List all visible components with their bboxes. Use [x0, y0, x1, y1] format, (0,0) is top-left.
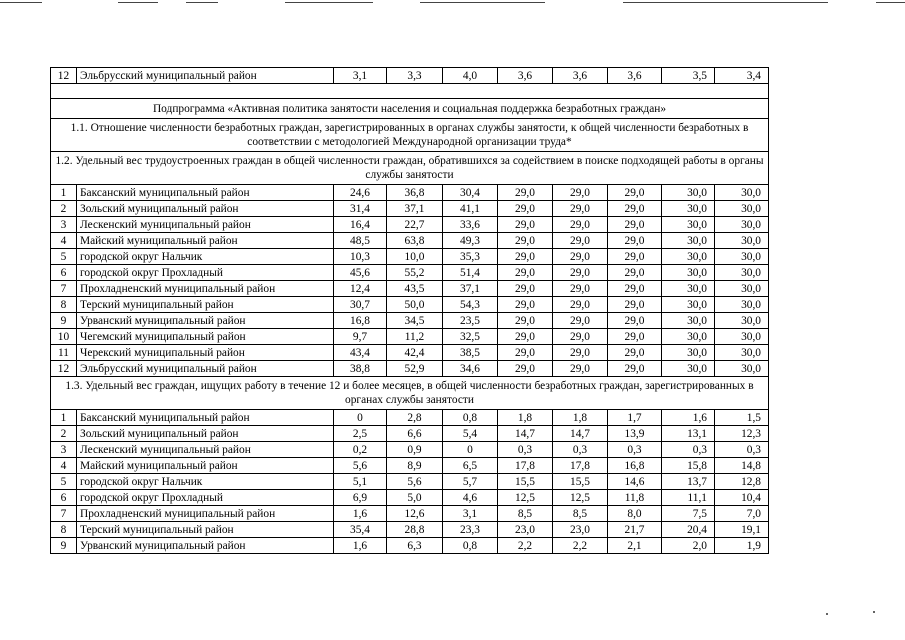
district-name: Урванский муниципальный район — [77, 538, 334, 554]
value-cell: 12,5 — [498, 490, 553, 506]
value-cell: 10,4 — [715, 490, 769, 506]
table-row — [51, 538, 769, 554]
value-cell: 30,0 — [715, 313, 769, 329]
district-name: Баксанский муниципальный район — [77, 185, 334, 201]
value-cell: 30,0 — [662, 361, 715, 377]
scan-artifact-line — [420, 2, 545, 3]
value-cell: 30,0 — [715, 233, 769, 249]
value-cell: 17,8 — [498, 458, 553, 474]
value-cell: 52,9 — [387, 361, 443, 377]
value-cell: 29,0 — [608, 313, 662, 329]
value-cell: 42,4 — [387, 345, 443, 361]
district-name: Лескенский муниципальный район — [77, 442, 334, 458]
value-cell: 29,0 — [553, 313, 608, 329]
value-cell: 30,0 — [715, 265, 769, 281]
value-cell: 29,0 — [553, 201, 608, 217]
district-name: городской округ Нальчик — [77, 474, 334, 490]
value-cell: 3,5 — [662, 68, 715, 84]
indicator-1-1-row — [51, 119, 769, 152]
value-cell: 5,0 — [387, 490, 443, 506]
value-cell: 23,0 — [498, 522, 553, 538]
value-cell: 11,2 — [387, 329, 443, 345]
indicator-1-2-row — [51, 152, 769, 185]
table-row — [51, 68, 769, 84]
value-cell: 28,8 — [387, 522, 443, 538]
value-cell: 50,0 — [387, 297, 443, 313]
table-row — [51, 329, 769, 345]
value-cell: 16,8 — [608, 458, 662, 474]
value-cell: 16,8 — [334, 313, 387, 329]
value-cell: 23,0 — [553, 522, 608, 538]
row-number: 4 — [51, 233, 77, 249]
value-cell: 22,7 — [387, 217, 443, 233]
value-cell: 12,5 — [553, 490, 608, 506]
value-cell: 6,5 — [443, 458, 498, 474]
table-row — [51, 281, 769, 297]
district-name: Эльбрусский муниципальный район — [77, 361, 334, 377]
table-row — [51, 217, 769, 233]
indicator-1-3-row — [51, 377, 769, 410]
value-cell: 30,0 — [715, 201, 769, 217]
value-cell: 10,3 — [334, 249, 387, 265]
value-cell: 1,7 — [608, 410, 662, 426]
value-cell: 8,5 — [553, 506, 608, 522]
value-cell: 29,0 — [608, 329, 662, 345]
district-name: Лескенский муниципальный район — [77, 217, 334, 233]
value-cell: 30,0 — [715, 297, 769, 313]
value-cell: 17,8 — [553, 458, 608, 474]
table-row — [51, 522, 769, 538]
value-cell: 5,7 — [443, 474, 498, 490]
value-cell: 7,0 — [715, 506, 769, 522]
value-cell: 2,1 — [608, 538, 662, 554]
table-row — [51, 474, 769, 490]
value-cell: 2,2 — [553, 538, 608, 554]
value-cell: 12,8 — [715, 474, 769, 490]
value-cell: 8,9 — [387, 458, 443, 474]
value-cell: 13,7 — [662, 474, 715, 490]
value-cell: 30,0 — [715, 345, 769, 361]
scan-artifact-line — [0, 2, 42, 3]
value-cell: 29,0 — [608, 233, 662, 249]
row-number: 4 — [51, 458, 77, 474]
value-cell: 5,6 — [387, 474, 443, 490]
value-cell: 3,6 — [608, 68, 662, 84]
value-cell: 0 — [334, 410, 387, 426]
district-name: Зольский муниципальный район — [77, 201, 334, 217]
district-name: Баксанский муниципальный район — [77, 410, 334, 426]
indicators-table — [50, 67, 769, 554]
district-name: городской округ Прохладный — [77, 265, 334, 281]
scan-artifact-line — [876, 2, 905, 3]
value-cell: 3,6 — [553, 68, 608, 84]
value-cell: 43,5 — [387, 281, 443, 297]
value-cell: 29,0 — [608, 281, 662, 297]
value-cell: 14,7 — [498, 426, 553, 442]
value-cell: 16,4 — [334, 217, 387, 233]
value-cell: 30,0 — [662, 329, 715, 345]
value-cell: 3,1 — [443, 506, 498, 522]
district-name: Прохладненский муниципальный район — [77, 506, 334, 522]
value-cell: 11,8 — [608, 490, 662, 506]
value-cell: 38,8 — [334, 361, 387, 377]
value-cell: 29,0 — [553, 329, 608, 345]
row-number: 6 — [51, 265, 77, 281]
value-cell: 13,9 — [608, 426, 662, 442]
value-cell: 20,4 — [662, 522, 715, 538]
value-cell: 24,6 — [334, 185, 387, 201]
scan-artifact-line — [285, 2, 373, 3]
value-cell: 5,1 — [334, 474, 387, 490]
value-cell: 3,1 — [334, 68, 387, 84]
district-name: Майский муниципальный район — [77, 233, 334, 249]
value-cell: 29,0 — [608, 345, 662, 361]
table-row — [51, 313, 769, 329]
value-cell: 29,0 — [498, 201, 553, 217]
table-row — [51, 426, 769, 442]
value-cell: 54,3 — [443, 297, 498, 313]
value-cell: 30,0 — [662, 281, 715, 297]
value-cell: 23,5 — [443, 313, 498, 329]
table-row — [51, 458, 769, 474]
row-number: 8 — [51, 522, 77, 538]
value-cell: 31,4 — [334, 201, 387, 217]
row-number: 3 — [51, 442, 77, 458]
row-number: 12 — [51, 361, 77, 377]
table-row — [51, 297, 769, 313]
value-cell: 29,0 — [608, 185, 662, 201]
value-cell: 30,0 — [715, 249, 769, 265]
value-cell: 14,7 — [553, 426, 608, 442]
scan-artifact-dot — [873, 611, 875, 613]
value-cell: 29,0 — [553, 249, 608, 265]
district-name: Прохладненский муниципальный район — [77, 281, 334, 297]
value-cell: 12,6 — [387, 506, 443, 522]
value-cell: 8,0 — [608, 506, 662, 522]
value-cell: 15,5 — [553, 474, 608, 490]
value-cell: 11,1 — [662, 490, 715, 506]
value-cell: 5,4 — [443, 426, 498, 442]
value-cell: 0,8 — [443, 410, 498, 426]
district-name: Майский муниципальный район — [77, 458, 334, 474]
row-number: 11 — [51, 345, 77, 361]
row-number: 1 — [51, 185, 77, 201]
value-cell: 41,1 — [443, 201, 498, 217]
value-cell: 0,3 — [553, 442, 608, 458]
value-cell: 15,5 — [498, 474, 553, 490]
table-body — [51, 68, 769, 554]
row-number: 2 — [51, 426, 77, 442]
value-cell: 29,0 — [553, 345, 608, 361]
value-cell: 51,4 — [443, 265, 498, 281]
subprogram-row — [51, 99, 769, 119]
value-cell: 0,3 — [662, 442, 715, 458]
value-cell: 29,0 — [608, 217, 662, 233]
table-row — [51, 233, 769, 249]
value-cell: 29,0 — [498, 185, 553, 201]
value-cell: 29,0 — [608, 361, 662, 377]
value-cell: 29,0 — [553, 185, 608, 201]
value-cell: 48,5 — [334, 233, 387, 249]
value-cell: 30,0 — [662, 297, 715, 313]
value-cell: 6,9 — [334, 490, 387, 506]
value-cell: 9,7 — [334, 329, 387, 345]
value-cell: 3,6 — [498, 68, 553, 84]
value-cell: 30,0 — [662, 313, 715, 329]
value-cell: 30,0 — [715, 281, 769, 297]
row-number: 10 — [51, 329, 77, 345]
indicator-1-1-title: 1.1. Отношение численности безработных граждан, зарегистрированных в органах службы занятости, к общей численности безработных в соответствии с методологией Международной организации труда* — [51, 119, 769, 152]
value-cell: 19,1 — [715, 522, 769, 538]
scan-artifact-line — [623, 2, 828, 3]
value-cell: 2,2 — [498, 538, 553, 554]
value-cell: 37,1 — [443, 281, 498, 297]
table-row — [51, 185, 769, 201]
value-cell: 29,0 — [498, 281, 553, 297]
table-row — [51, 249, 769, 265]
value-cell: 29,0 — [498, 345, 553, 361]
value-cell: 29,0 — [608, 249, 662, 265]
table-row — [51, 410, 769, 426]
value-cell: 29,0 — [553, 265, 608, 281]
value-cell: 30,0 — [662, 265, 715, 281]
value-cell: 29,0 — [608, 201, 662, 217]
district-name: Урванский муниципальный район — [77, 313, 334, 329]
scan-artifact-dot — [826, 613, 828, 615]
value-cell: 1,5 — [715, 410, 769, 426]
table-row — [51, 490, 769, 506]
value-cell: 32,5 — [443, 329, 498, 345]
value-cell: 35,3 — [443, 249, 498, 265]
row-number: 5 — [51, 474, 77, 490]
value-cell: 30,0 — [715, 329, 769, 345]
value-cell: 23,3 — [443, 522, 498, 538]
district-name: городской округ Прохладный — [77, 490, 334, 506]
value-cell: 14,6 — [608, 474, 662, 490]
value-cell: 0 — [443, 442, 498, 458]
row-number: 5 — [51, 249, 77, 265]
value-cell: 1,6 — [334, 538, 387, 554]
value-cell: 0,8 — [443, 538, 498, 554]
value-cell: 1,8 — [498, 410, 553, 426]
value-cell: 29,0 — [498, 361, 553, 377]
value-cell: 34,5 — [387, 313, 443, 329]
value-cell: 30,0 — [662, 233, 715, 249]
value-cell: 30,0 — [715, 185, 769, 201]
value-cell: 5,6 — [334, 458, 387, 474]
value-cell: 1,8 — [553, 410, 608, 426]
table-row — [51, 506, 769, 522]
value-cell: 29,0 — [498, 313, 553, 329]
value-cell: 29,0 — [553, 233, 608, 249]
value-cell: 45,6 — [334, 265, 387, 281]
value-cell: 30,0 — [715, 217, 769, 233]
value-cell: 35,4 — [334, 522, 387, 538]
row-number: 3 — [51, 217, 77, 233]
value-cell: 29,0 — [553, 281, 608, 297]
district-name: Черекский муниципальный район — [77, 345, 334, 361]
value-cell: 63,8 — [387, 233, 443, 249]
table-row — [51, 361, 769, 377]
value-cell: 29,0 — [553, 297, 608, 313]
row-number: 7 — [51, 281, 77, 297]
blank-cell — [51, 84, 769, 99]
row-number: 7 — [51, 506, 77, 522]
value-cell: 43,4 — [334, 345, 387, 361]
value-cell: 29,0 — [608, 265, 662, 281]
scan-artifact-line — [118, 2, 158, 3]
value-cell: 29,0 — [553, 361, 608, 377]
value-cell: 29,0 — [608, 297, 662, 313]
value-cell: 29,0 — [498, 297, 553, 313]
value-cell: 2,8 — [387, 410, 443, 426]
district-name: Эльбрусский муниципальный район — [77, 68, 334, 84]
value-cell: 1,6 — [334, 506, 387, 522]
value-cell: 29,0 — [498, 329, 553, 345]
value-cell: 30,7 — [334, 297, 387, 313]
row-number: 9 — [51, 538, 77, 554]
value-cell: 38,5 — [443, 345, 498, 361]
district-name: Терский муниципальный район — [77, 297, 334, 313]
value-cell: 10,0 — [387, 249, 443, 265]
value-cell: 49,3 — [443, 233, 498, 249]
subprogram-title: Подпрограмма «Активная политика занятости населения и социальная поддержка безработных граждан» — [51, 99, 769, 119]
value-cell: 30,0 — [715, 361, 769, 377]
row-number: 8 — [51, 297, 77, 313]
value-cell: 30,4 — [443, 185, 498, 201]
value-cell: 0,3 — [715, 442, 769, 458]
value-cell: 30,0 — [662, 249, 715, 265]
value-cell: 34,6 — [443, 361, 498, 377]
value-cell: 30,0 — [662, 217, 715, 233]
value-cell: 3,4 — [715, 68, 769, 84]
blank-row — [51, 84, 769, 99]
value-cell: 1,6 — [662, 410, 715, 426]
table-row — [51, 265, 769, 281]
value-cell: 12,4 — [334, 281, 387, 297]
value-cell: 1,9 — [715, 538, 769, 554]
value-cell: 29,0 — [498, 217, 553, 233]
value-cell: 12,3 — [715, 426, 769, 442]
value-cell: 8,5 — [498, 506, 553, 522]
value-cell: 29,0 — [553, 217, 608, 233]
value-cell: 0,3 — [608, 442, 662, 458]
value-cell: 15,8 — [662, 458, 715, 474]
value-cell: 14,8 — [715, 458, 769, 474]
value-cell: 36,8 — [387, 185, 443, 201]
row-number: 6 — [51, 490, 77, 506]
value-cell: 4,6 — [443, 490, 498, 506]
value-cell: 13,1 — [662, 426, 715, 442]
value-cell: 30,0 — [662, 185, 715, 201]
value-cell: 0,9 — [387, 442, 443, 458]
row-number: 12 — [51, 68, 77, 84]
value-cell: 3,3 — [387, 68, 443, 84]
value-cell: 30,0 — [662, 345, 715, 361]
value-cell: 2,5 — [334, 426, 387, 442]
district-name: Терский муниципальный район — [77, 522, 334, 538]
value-cell: 0,2 — [334, 442, 387, 458]
value-cell: 30,0 — [662, 201, 715, 217]
value-cell: 55,2 — [387, 265, 443, 281]
indicator-1-3-title: 1.3. Удельный вес граждан, ищущих работу в течение 12 и более месяцев, в общей численности безработных граждан, зарегистрированных в органах службы занятости — [51, 377, 769, 410]
table-row — [51, 201, 769, 217]
value-cell: 29,0 — [498, 265, 553, 281]
value-cell: 6,3 — [387, 538, 443, 554]
scan-artifact-line — [186, 2, 218, 3]
value-cell: 2,0 — [662, 538, 715, 554]
value-cell: 21,7 — [608, 522, 662, 538]
district-name: Зольский муниципальный район — [77, 426, 334, 442]
value-cell: 29,0 — [498, 249, 553, 265]
row-number: 9 — [51, 313, 77, 329]
value-cell: 4,0 — [443, 68, 498, 84]
row-number: 2 — [51, 201, 77, 217]
district-name: городской округ Нальчик — [77, 249, 334, 265]
row-number: 1 — [51, 410, 77, 426]
value-cell: 33,6 — [443, 217, 498, 233]
value-cell: 0,3 — [498, 442, 553, 458]
table-row — [51, 345, 769, 361]
table-row — [51, 442, 769, 458]
district-name: Чегемский муниципальный район — [77, 329, 334, 345]
value-cell: 6,6 — [387, 426, 443, 442]
value-cell: 37,1 — [387, 201, 443, 217]
value-cell: 7,5 — [662, 506, 715, 522]
value-cell: 29,0 — [498, 233, 553, 249]
indicator-1-2-title: 1.2. Удельный вес трудоустроенных граждан в общей численности граждан, обратившихся за содействием в поиске подходящей работы в органы службы занятости — [51, 152, 769, 185]
